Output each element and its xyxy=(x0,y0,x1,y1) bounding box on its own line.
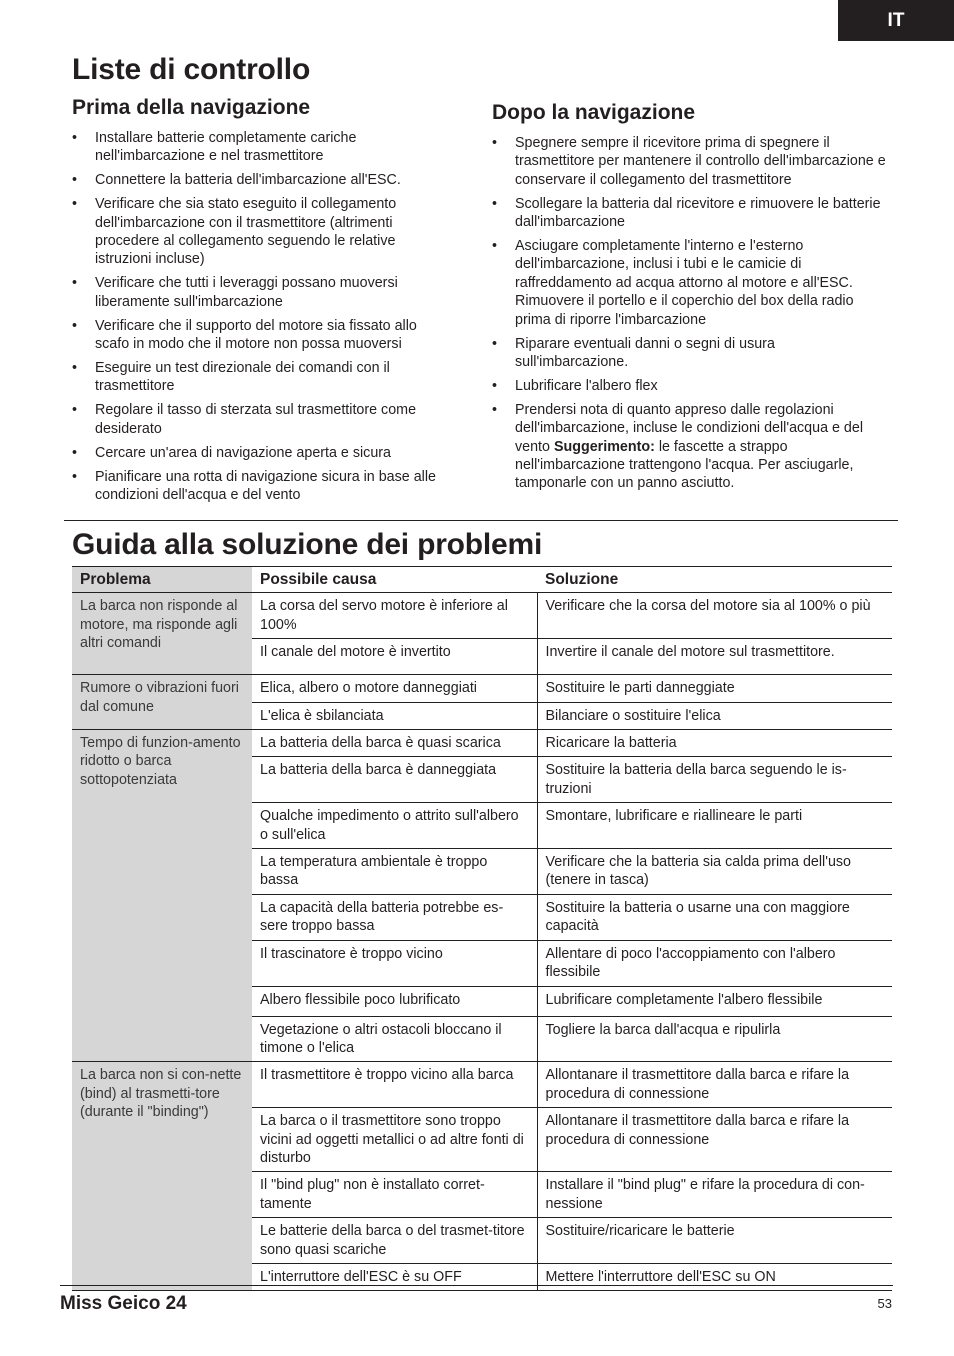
table-row xyxy=(72,593,892,639)
list-item: • Pianificare una rotta di navigazione sicura in base alle condizioni dell'acqua e del vento xyxy=(72,468,452,505)
solution-cell: Smontare, lubrificare e riallineare le parti xyxy=(537,803,892,849)
table-row xyxy=(72,1062,892,1108)
problem-cell: Tempo di funzion-amento ridotto o barca sottopotenziata xyxy=(72,730,252,1062)
solution-cell: Sostituire la batteria della barca seguendo le is-truzioni xyxy=(537,757,892,803)
solution-cell: Allentare di poco l'accoppiamento con l'albero flessibile xyxy=(537,940,892,986)
cause-cell: La temperatura ambientale è troppo bassa xyxy=(252,849,537,895)
table-header-row xyxy=(72,567,892,593)
solution-cell: Verificare che la corsa del motore sia al 100% o più xyxy=(537,593,892,639)
list-item: • Connettere la batteria dell'imbarcazione all'ESC. xyxy=(72,171,452,189)
list-item: • Verificare che il supporto del motore sia fissato allo scafo in modo che il motore non possa muoversi xyxy=(72,317,452,354)
column-header-problem: Problema xyxy=(72,567,252,593)
solution-cell: Sostituire la batteria o usarne una con maggiore capacità xyxy=(537,894,892,940)
list-item: • Scollegare la batteria dal ricevitore e rimuovere le batterie dall'imbarcazione xyxy=(492,195,892,232)
footer-divider xyxy=(60,1285,893,1286)
before-navigation-heading: Prima della navigazione xyxy=(72,96,311,119)
troubleshooting-title: Guida alla soluzione dei problemi xyxy=(72,528,543,561)
solution-cell: Bilanciare o sostituire l'elica xyxy=(537,702,892,729)
language-tab: IT xyxy=(838,0,954,41)
cause-cell: La batteria della barca è quasi scarica xyxy=(252,730,537,757)
problem-cell: Rumore o vibrazioni fuori dal comune xyxy=(72,675,252,730)
section-divider xyxy=(64,520,898,521)
solution-cell: Togliere la barca dall'acqua e ripulirla xyxy=(537,1016,892,1062)
solution-cell: Verificare che la batteria sia calda prima dell'uso (tenere in tasca) xyxy=(537,849,892,895)
list-item: • Lubrificare l'albero flex xyxy=(492,377,892,395)
list-item: • Spegnere sempre il ricevitore prima di spegnere il trasmettitore per mantenere il controllo dell'imbarcazione e conservare il collegamento del trasmettitore xyxy=(492,134,892,189)
table-row xyxy=(72,730,892,757)
list-item: • Eseguire un test direzionale dei comandi con il trasmettitore xyxy=(72,359,452,396)
after-navigation-heading: Dopo la navigazione xyxy=(492,101,696,124)
column-header-cause: Possibile causa xyxy=(252,567,537,593)
list-item-text: Prendersi nota di quanto appreso dalle regolazioni dell'imbarcazione, incluse le condizioni dell'acqua e del vento xyxy=(515,401,863,455)
list-item: • Verificare che sia stato eseguito il collegamento dell'imbarcazione con il trasmettitore (altrimenti procedere al collegamento seguendo le relative istruzioni incluse) xyxy=(72,195,452,269)
cause-cell: Il trascinatore è troppo vicino xyxy=(252,940,537,986)
list-item xyxy=(492,401,892,493)
cause-cell: La corsa del servo motore è inferiore al 100% xyxy=(252,593,537,639)
cause-cell: La barca o il trasmettitore sono troppo vicini ad oggetti metallici o ad altre fonti di disturbo xyxy=(252,1108,537,1172)
footer-product-title: Miss Geico 24 xyxy=(60,1293,187,1314)
troubleshooting-table xyxy=(72,566,892,1291)
problem-cell: La barca non si con-nette (bind) al trasmetti-tore (durante il "binding") xyxy=(72,1062,252,1291)
solution-cell: Invertire il canale del motore sul trasmettitore. xyxy=(537,639,892,675)
solution-cell: Mettere l'interruttore dell'ESC su ON xyxy=(537,1263,892,1290)
cause-cell: L'interruttore dell'ESC è su OFF xyxy=(252,1263,537,1290)
list-item: • Installare batterie completamente cariche nell'imbarcazione e nel trasmettitore xyxy=(72,129,452,166)
list-item: • Riparare eventuali danni o segni di usura sull'imbarcazione. xyxy=(492,335,892,372)
solution-cell: Ricaricare la batteria xyxy=(537,730,892,757)
before-navigation-list xyxy=(72,129,452,510)
tip-label: Suggerimento: xyxy=(553,438,655,455)
checklists-title: Liste di controllo xyxy=(72,53,311,86)
solution-cell: Allontanare il trasmettitore dalla barca e rifare la procedura di connessione xyxy=(537,1108,892,1172)
tip-text: le fascette a strappo nell'imbarcazione trattengono l'acqua. Per asciugarle, tamponarle con un panno asciutto. xyxy=(515,438,854,492)
solution-cell: Sostituire/ricaricare le batterie xyxy=(537,1218,892,1264)
cause-cell: Albero flessibile poco lubrificato xyxy=(252,986,537,1016)
list-item: • Regolare il tasso di sterzata sul trasmettitore come desiderato xyxy=(72,401,452,438)
solution-cell: Lubrificare completamente l'albero flessibile xyxy=(537,986,892,1016)
problem-cell: La barca non risponde al motore, ma risponde agli altri comandi xyxy=(72,593,252,675)
cause-cell: Il "bind plug" non è installato corret-tamente xyxy=(252,1172,537,1218)
cause-cell: La capacità della batteria potrebbe es-sere troppo bassa xyxy=(252,894,537,940)
list-item: • Cercare un'area di navigazione aperta e sicura xyxy=(72,444,452,462)
cause-cell: La batteria della barca è danneggiata xyxy=(252,757,537,803)
table-row xyxy=(72,675,892,702)
cause-cell: Elica, albero o motore danneggiati xyxy=(252,675,537,702)
cause-cell: Il trasmettitore è troppo vicino alla barca xyxy=(252,1062,537,1108)
cause-cell: Vegetazione o altri ostacoli bloccano il timone o l'elica xyxy=(252,1016,537,1062)
solution-cell: Sostituire le parti danneggiate xyxy=(537,675,892,702)
list-item: • Verificare che tutti i leveraggi possano muoversi liberamente sull'imbarcazione xyxy=(72,274,452,311)
after-navigation-list xyxy=(492,134,892,498)
cause-cell: Qualche impedimento o attrito sull'albero o sull'elica xyxy=(252,803,537,849)
solution-cell: Allontanare il trasmettitore dalla barca e rifare la procedura di connessione xyxy=(537,1062,892,1108)
cause-cell: Il canale del motore è invertito xyxy=(252,639,537,675)
list-item: • Asciugare completamente l'interno e l'esterno dell'imbarcazione, inclusi i tubi e le camicie di raffreddamento ad acqua attorno al motore e all'ESC. Rimuovere il portello e il coperchio del box della radio prima di riporre l'imbarcazione xyxy=(492,237,892,329)
page-number: 53 xyxy=(877,1296,892,1311)
solution-cell: Installare il "bind plug" e rifare la procedura di con-nessione xyxy=(537,1172,892,1218)
cause-cell: Le batterie della barca o del trasmet-titore sono quasi scariche xyxy=(252,1218,537,1264)
column-header-solution: Soluzione xyxy=(537,567,892,593)
cause-cell: L'elica è sbilanciata xyxy=(252,702,537,729)
